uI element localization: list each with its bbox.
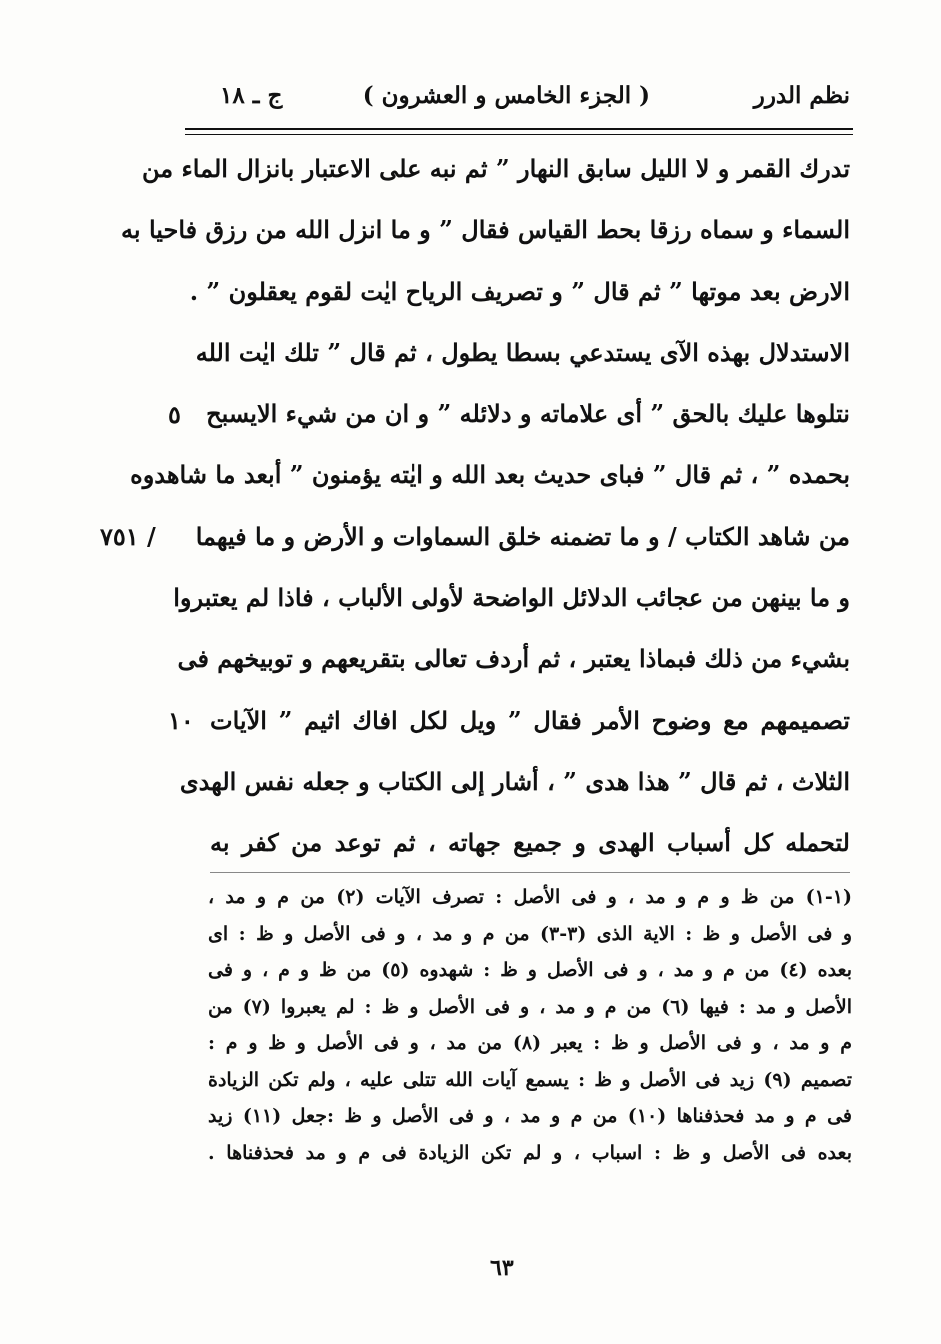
line-number-5: ٥ <box>168 400 181 429</box>
text-line: الاستدلال بهذه الآى يستدعي بسطا يطول ، ثم قال ” تلك ايٰت الله <box>195 337 850 367</box>
footnote-line: م و مد ، و فى الأصل و ظ : يعبر (٨) من مد ، و فى الأصل و ظ و م : <box>208 1032 852 1054</box>
footnote-line: (١-١) من ظ و م و مد ، و فى الأصل : تصرف الآيات (٢) من م و مد ، <box>208 886 852 908</box>
part-title: ( الجزء الخامس و العشرون ) <box>362 82 650 109</box>
footnote-line: فى م و مد فحذفناها (١٠) من م و مد ، و فى الأصل و ظ :جعل (١١) زيد <box>208 1105 853 1127</box>
text-line: الثلاث ، ثم قال ” هذا هدى ” ، أشار إلى الكتاب و جعله نفس الهدى <box>179 766 850 796</box>
footnote-separator <box>210 872 850 873</box>
text-line: تصميمهم مع وضوح الأمر فقال ” ويل لكل افاك اثيم ” الآيات <box>210 705 850 735</box>
text-line: نتلوها عليك بالحق ” أى علاماته و دلائله ” و ان من شيء الايسبح <box>206 399 850 429</box>
text-line: تدرك القمر و لا الليل سابق النهار ” ثم نبه على الاعتبار بانزال الماء من <box>142 154 850 183</box>
line-number-10: ١٠ <box>168 706 194 735</box>
footnotes <box>208 880 852 1172</box>
footnote-line: الأصل و مد : فيها (٦) من م و مد ، و فى الأصل و ظ : لم يعبروا (٧) من <box>208 995 853 1018</box>
footnote-line: بعده فى الأصل و ظ : اسباب ، و لم تكن الزيادة فى م و مد فحذفناها . <box>208 1141 852 1164</box>
running-header <box>210 82 850 122</box>
footnote-line: تصميم (٩) زيد فى الأصل و ظ : يسمع آيات الله تتلى عليه ، ولم تكن الزيادة <box>208 1068 852 1091</box>
header-rule-thin <box>185 134 853 135</box>
volume-number: ج ـ ١٨ <box>220 82 283 109</box>
footnote-line: و فى الأصل و ظ : الاية الذى (٣-٣) من م و مد ، و فى الأصل و ظ : اى <box>208 922 853 945</box>
book-title: نظم الدرر <box>753 82 850 109</box>
text-line: الارض بعد موتها ” ثم قال ” و تصريف الرياح ايٰت لقوم يعقلون ” . <box>189 276 850 306</box>
text-line: السماء و سماه رزقا بحط القياس فقال ” و ما انزل الله من رزق فاحيا به <box>121 215 850 245</box>
footnote-line: بعده (٤) من م و مد ، و فى الأصل و ظ : شهدوه (٥) من ظ و م ، و فى <box>208 959 852 981</box>
text-line: بحمده ” ، ثم قال ” فباى حديث بعد الله و ايٰته يؤمنون ” أبعد ما شاهدوه <box>130 460 850 490</box>
text-line: لتحمله كل أسباب الهدى و جميع جهاته ، ثم توعد من كفر به <box>210 828 850 858</box>
text-line: من شاهد الكتاب / و ما تضمنه خلق السماوات و الأرض و ما فيهما <box>195 521 850 551</box>
text-line: و ما بينهن من عجائب الدلائل الواضحة لأولى الألباب ، فاذا لم يعتبروا <box>173 583 850 613</box>
folio-reference: / ٧٥١ <box>100 522 156 551</box>
page-number: ٦٣ <box>490 1255 514 1281</box>
header-rule-thick <box>185 128 853 130</box>
text-line: بشيء من ذلك فبماذا يعتبر ، ثم أردف تعالى بتقريعهم و توبيخهم فى <box>177 644 850 674</box>
